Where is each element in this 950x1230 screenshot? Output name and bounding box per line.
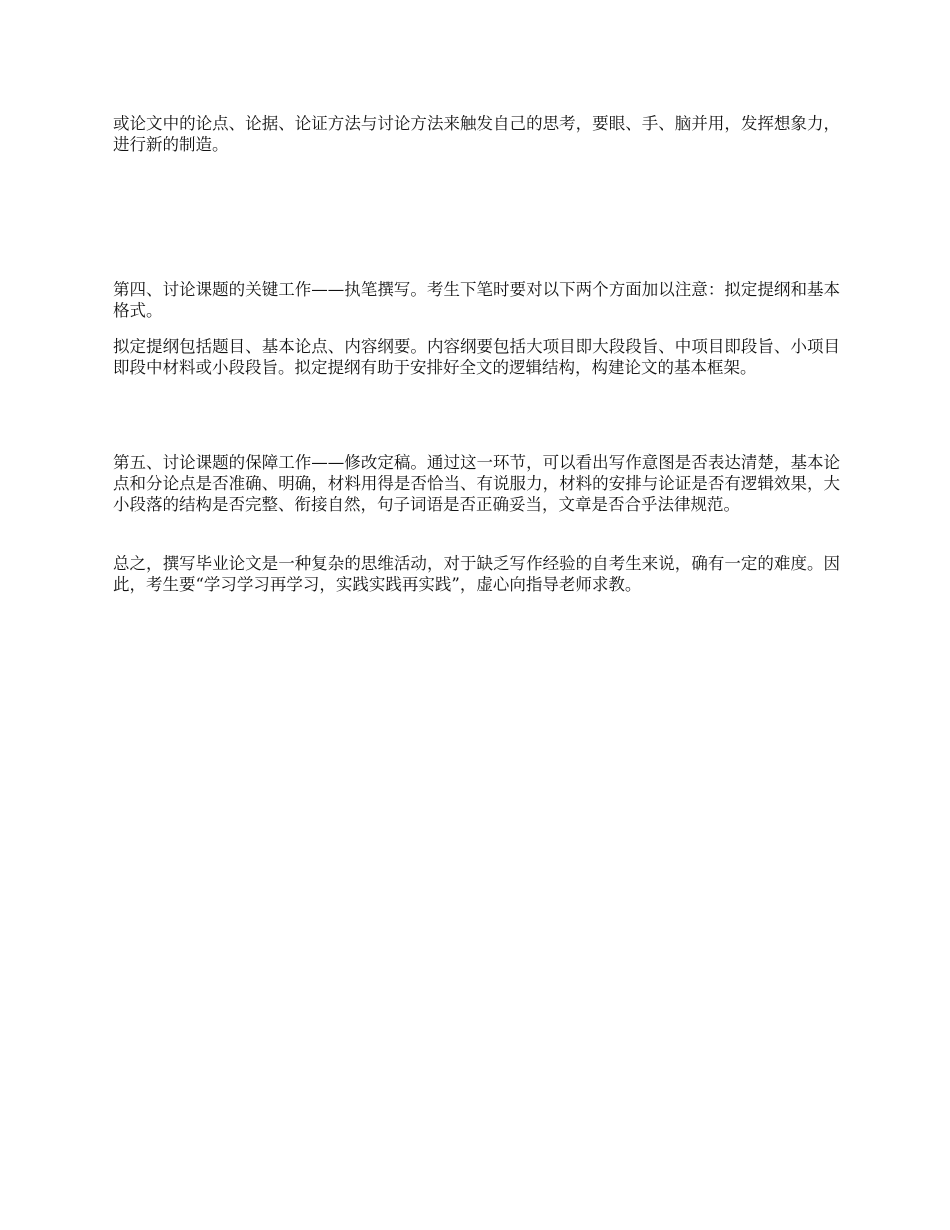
paragraph-step-five-revision: 第五、讨论课题的保障工作——修改定稿。通过这一环节，可以看出写作意图是否表达清楚，基本论点和分论点是否准确、明确，材料用得是否恰当、有说服力，材料的安排与论证是否有逻辑效果，大小段落的结构是否完整、衔接自然，句子词语是否正确妥当，文章是否合乎法律规范。 [113, 453, 840, 514]
paragraph-creative-thinking: 或论文中的论点、论据、论证方法与讨论方法来触发自己的思考，要眼、手、脑并用，发挥想象力，进行新的制造。 [113, 114, 840, 154]
paragraph-outline: 拟定提纲包括题目、基本论点、内容纲要。内容纲要包括大项目即大段段旨、中项目即段旨、小项目即段中材料或小段段旨。拟定提纲有助于安排好全文的逻辑结构，构建论文的基本框架。 [113, 337, 840, 377]
paragraph-step-four-writing: 第四、讨论课题的关键工作——执笔撰写。考生下笔时要对以下两个方面加以注意：拟定提纲和基本格式。 [113, 280, 840, 320]
paragraph-conclusion: 总之，撰写毕业论文是一种复杂的思维活动，对于缺乏写作经验的自考生来说，确有一定的难度。因此，考生要“学习学习再学习，实践实践再实践”，虚心向指导老师求教。 [113, 554, 840, 594]
